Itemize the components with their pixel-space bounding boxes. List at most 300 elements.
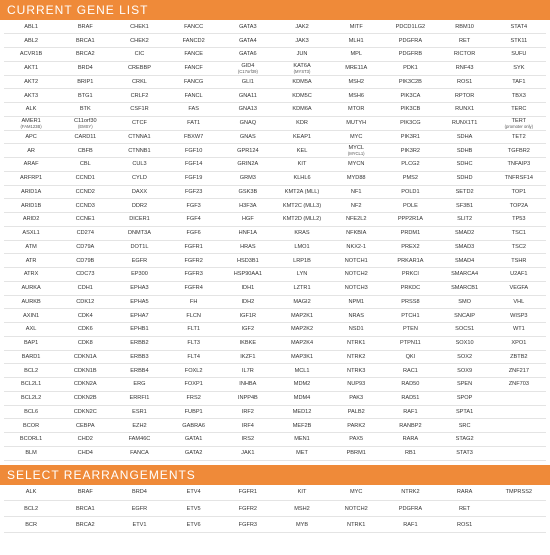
gene-cell: RET: [438, 34, 492, 48]
gene-cell: BCL2L2: [4, 391, 58, 405]
gene-cell: RUNX1T1: [438, 116, 492, 130]
gene-cell: APC: [4, 130, 58, 144]
gene-cell: PDGFRA: [383, 501, 437, 517]
gene-cell: POLD1: [383, 185, 437, 199]
gene-cell: PBRM1: [329, 446, 383, 460]
gene-cell: NOTCH3: [329, 281, 383, 295]
gene-cell: XPO1: [492, 336, 546, 350]
gene-cell: ETV1: [112, 517, 166, 533]
gene-cell: CDC73: [58, 268, 112, 282]
gene-cell: NTRK1: [329, 517, 383, 533]
gene-cell: BRIP1: [58, 75, 112, 89]
gene-cell: VEGFA: [492, 281, 546, 295]
gene-cell: BTG1: [58, 89, 112, 103]
gene-cell: STK11: [492, 34, 546, 48]
current-gene-list-table: [4, 20, 546, 461]
select-rearrangements-header: SELECT REARRANGEMENTS: [0, 465, 550, 485]
gene-cell: BRD4: [58, 61, 112, 75]
gene-cell: SMARCA4: [438, 268, 492, 282]
gene-cell: [58, 116, 112, 130]
gene-cell: KLHL6: [275, 171, 329, 185]
gene-cell: MED12: [275, 405, 329, 419]
gene-cell: CHD4: [58, 446, 112, 460]
gene-alias: (FAM123B): [20, 123, 42, 129]
gene-cell: GPR124: [221, 144, 275, 158]
gene-cell: BTK: [58, 103, 112, 117]
gene-cell: FAS: [167, 103, 221, 117]
gene-cell: ARAF: [4, 158, 58, 172]
table-row: [4, 61, 546, 75]
gene-cell: HSD3B1: [221, 254, 275, 268]
table-row: [4, 501, 546, 517]
gene-cell: SYK: [492, 61, 546, 75]
gene-cell: IKBKE: [221, 336, 275, 350]
gene-cell: BCL2L1: [4, 378, 58, 392]
gene-cell: AKT2: [4, 75, 58, 89]
table-row: [4, 89, 546, 103]
gene-cell: [492, 446, 546, 460]
gene-cell: MEF2B: [275, 419, 329, 433]
gene-cell: ETV5: [167, 501, 221, 517]
gene-cell: FGF19: [167, 171, 221, 185]
gene-cell: STAT3: [438, 446, 492, 460]
gene-cell: ASXL1: [4, 226, 58, 240]
gene-cell: PREX2: [383, 240, 437, 254]
gene-cell: PRKAR1A: [383, 254, 437, 268]
gene-cell: ESR1: [112, 405, 166, 419]
gene-cell: KDM5C: [275, 89, 329, 103]
gene-cell: EPHB1: [112, 323, 166, 337]
gene-cell: TSHR: [492, 254, 546, 268]
gene-cell: ZNF217: [492, 364, 546, 378]
gene-cell: GRM3: [221, 171, 275, 185]
gene-cell: NRAS: [329, 309, 383, 323]
gene-cell: AR: [4, 144, 58, 158]
gene-cell: STAG2: [438, 433, 492, 447]
gene-cell: MCL1: [275, 364, 329, 378]
gene-cell: ETV4: [167, 485, 221, 501]
current-gene-list-header: CURRENT GENE LIST: [0, 0, 550, 20]
gene-cell: CDK8: [58, 336, 112, 350]
gene-cell: SDHA: [438, 130, 492, 144]
gene-cell: FGFR1: [167, 240, 221, 254]
gene-cell: CCNE1: [58, 213, 112, 227]
table-row: [4, 268, 546, 282]
gene-cell: FGFR2: [167, 254, 221, 268]
gene-cell: FLCN: [167, 309, 221, 323]
gene-cell: AURKB: [4, 295, 58, 309]
gene-cell: FGFR1: [221, 485, 275, 501]
gene-cell: CRLF2: [112, 89, 166, 103]
gene-cell: SPTA1: [438, 405, 492, 419]
gene-alias: (MYCL1): [347, 151, 365, 157]
gene-cell: WISP3: [492, 309, 546, 323]
gene-cell: CRKL: [112, 75, 166, 89]
gene-cell: MYC: [329, 485, 383, 501]
gene-cell: ROS1: [438, 517, 492, 533]
gene-cell: LMO1: [275, 240, 329, 254]
gene-cell: EP300: [112, 268, 166, 282]
table-row: [4, 336, 546, 350]
gene-cell: TP53: [492, 213, 546, 227]
gene-cell: KMT2D (MLL2): [275, 213, 329, 227]
gene-cell: CDK4: [58, 309, 112, 323]
gene-cell: BRCA2: [58, 48, 112, 62]
gene-cell: RPTOR: [438, 89, 492, 103]
gene-cell: TSC1: [492, 226, 546, 240]
gene-cell: MAP3K1: [275, 350, 329, 364]
table-row: [4, 226, 546, 240]
gene-cell: ACVR1B: [4, 48, 58, 62]
gene-cell: WT1: [492, 323, 546, 337]
gene-cell: PIK3CG: [383, 116, 437, 130]
gene-cell: IKZF1: [221, 350, 275, 364]
gene-cell: CBL: [58, 158, 112, 172]
table-row: [4, 116, 546, 130]
gene-cell: SOX10: [438, 336, 492, 350]
gene-cell: FANCL: [167, 89, 221, 103]
table-row: [4, 281, 546, 295]
gene-cell: ALK: [4, 103, 58, 117]
gene-cell: SDHD: [438, 171, 492, 185]
gene-cell: MYCN: [329, 158, 383, 172]
gene-cell: FGFR3: [221, 517, 275, 533]
gene-cell: INHBA: [221, 378, 275, 392]
gene-cell: GABRA6: [167, 419, 221, 433]
gene-cell: RAC1: [383, 364, 437, 378]
gene-cell: AXL: [4, 323, 58, 337]
gene-cell: STAT4: [492, 20, 546, 34]
gene-cell: GNA13: [221, 103, 275, 117]
gene-cell: CCND1: [58, 171, 112, 185]
gene-cell: MPL: [329, 48, 383, 62]
gene-cell: [492, 433, 546, 447]
gene-cell: MSH6: [329, 89, 383, 103]
gene-cell: CTNNB1: [112, 144, 166, 158]
gene-cell: SPOP: [438, 391, 492, 405]
gene-cell: AKT1: [4, 61, 58, 75]
gene-cell: KMT2A (MLL): [275, 185, 329, 199]
gene-cell: KIT: [275, 485, 329, 501]
gene-cell: HRAS: [221, 240, 275, 254]
gene-cell: SMAD4: [438, 254, 492, 268]
gene-name: TERT: [511, 117, 527, 124]
gene-cell: RBM10: [438, 20, 492, 34]
gene-cell: MYB: [275, 517, 329, 533]
gene-cell: MAP2K1: [275, 309, 329, 323]
gene-name: MYCL: [348, 145, 364, 152]
gene-cell: HNF1A: [221, 226, 275, 240]
gene-name: C11orf30: [73, 117, 97, 124]
gene-cell: VHL: [492, 295, 546, 309]
gene-cell: NTRK1: [329, 336, 383, 350]
gene-cell: SLIT2: [438, 213, 492, 227]
gene-cell: JAK2: [275, 20, 329, 34]
gene-cell: MYC: [329, 130, 383, 144]
gene-cell: ATR: [4, 254, 58, 268]
gene-cell: MET: [275, 446, 329, 460]
gene-cell: RAD50: [383, 378, 437, 392]
table-row: [4, 171, 546, 185]
gene-cell: NF2: [329, 199, 383, 213]
gene-cell: IRF2: [221, 405, 275, 419]
gene-cell: LZTR1: [275, 281, 329, 295]
gene-cell: MDM2: [275, 378, 329, 392]
gene-cell: LRP1B: [275, 254, 329, 268]
gene-cell: MEN1: [275, 433, 329, 447]
gene-cell: GATA1: [167, 433, 221, 447]
gene-cell: NOTCH2: [329, 268, 383, 282]
gene-cell: CCND2: [58, 185, 112, 199]
gene-cell: IDH1: [221, 281, 275, 295]
gene-cell: GNA11: [221, 89, 275, 103]
select-rearrangements-table: [4, 485, 546, 534]
gene-cell: [492, 116, 546, 130]
gene-cell: FGF23: [167, 185, 221, 199]
gene-cell: CHEK2: [112, 34, 166, 48]
gene-cell: BLM: [4, 446, 58, 460]
gene-cell: CEBPA: [58, 419, 112, 433]
gene-cell: ERG: [112, 378, 166, 392]
gene-cell: SMARCB1: [438, 281, 492, 295]
gene-cell: FGF10: [167, 144, 221, 158]
gene-cell: NFKBIA: [329, 226, 383, 240]
gene-cell: GATA4: [221, 34, 275, 48]
gene-name: AMER1: [21, 117, 41, 124]
gene-cell: PTCH1: [383, 309, 437, 323]
gene-cell: CD274: [58, 226, 112, 240]
table-row: [4, 75, 546, 89]
gene-cell: ARFRP1: [4, 171, 58, 185]
gene-cell: BRAF: [58, 485, 112, 501]
gene-cell: PRSS8: [383, 295, 437, 309]
table-row: [4, 350, 546, 364]
gene-cell: NOTCH1: [329, 254, 383, 268]
gene-cell: ABL1: [4, 20, 58, 34]
gene-alias: (promoter only): [504, 123, 534, 129]
gene-cell: [221, 61, 275, 75]
gene-cell: PAK3: [329, 391, 383, 405]
gene-cell: FRS2: [167, 391, 221, 405]
gene-cell: RARA: [438, 485, 492, 501]
gene-cell: PTPN11: [383, 336, 437, 350]
gene-cell: RICTOR: [438, 48, 492, 62]
gene-cell: PDGFRB: [383, 48, 437, 62]
gene-cell: MDM4: [275, 391, 329, 405]
gene-cell: [492, 517, 546, 533]
gene-cell: NTRK2: [329, 350, 383, 364]
gene-cell: TOP1: [492, 185, 546, 199]
gene-cell: CCND3: [58, 199, 112, 213]
gene-cell: RANBP2: [383, 419, 437, 433]
gene-cell: CSF1R: [112, 103, 166, 117]
gene-cell: FANCA: [112, 446, 166, 460]
table-row: [4, 378, 546, 392]
table-row: [4, 323, 546, 337]
gene-cell: KDM5A: [275, 75, 329, 89]
gene-cell: GATA2: [167, 446, 221, 460]
gene-cell: RNF43: [438, 61, 492, 75]
gene-cell: [4, 116, 58, 130]
gene-cell: ARID2: [4, 213, 58, 227]
gene-cell: FLT3: [167, 336, 221, 350]
gene-cell: PRDM1: [383, 226, 437, 240]
gene-cell: TBX3: [492, 89, 546, 103]
gene-cell: GNAS: [221, 130, 275, 144]
gene-cell: AKT3: [4, 89, 58, 103]
gene-cell: FANCF: [167, 61, 221, 75]
table-row: [4, 34, 546, 48]
gene-cell: IGF1R: [221, 309, 275, 323]
gene-cell: CD79A: [58, 240, 112, 254]
gene-cell: CDK12: [58, 295, 112, 309]
gene-cell: HGF: [221, 213, 275, 227]
gene-cell: DICER1: [112, 213, 166, 227]
gene-cell: FGF4: [167, 213, 221, 227]
gene-cell: INPP4B: [221, 391, 275, 405]
gene-cell: HSP90AA1: [221, 268, 275, 282]
gene-cell: TNFRSF14: [492, 171, 546, 185]
gene-cell: CTCF: [112, 116, 166, 130]
gene-cell: RET: [438, 501, 492, 517]
gene-cell: NTRK3: [329, 364, 383, 378]
gene-cell: CD79B: [58, 254, 112, 268]
gene-cell: DAXX: [112, 185, 166, 199]
gene-cell: CHEK1: [112, 20, 166, 34]
gene-cell: IGF2: [221, 323, 275, 337]
gene-cell: FUBP1: [167, 405, 221, 419]
gene-cell: FLT4: [167, 350, 221, 364]
gene-cell: PARK2: [329, 419, 383, 433]
gene-cell: PDCD1LG2: [383, 20, 437, 34]
gene-cell: [492, 391, 546, 405]
gene-cell: FAT1: [167, 116, 221, 130]
gene-cell: ABL2: [4, 34, 58, 48]
gene-cell: ATRX: [4, 268, 58, 282]
gene-cell: MUTYH: [329, 116, 383, 130]
gene-cell: BCR: [4, 517, 58, 533]
gene-cell: CDKN2B: [58, 391, 112, 405]
gene-cell: [492, 501, 546, 517]
gene-cell: PPP2R1A: [383, 213, 437, 227]
gene-cell: ZBTB2: [492, 350, 546, 364]
gene-cell: PIK3R1: [383, 130, 437, 144]
gene-cell: IDH2: [221, 295, 275, 309]
gene-cell: CARD11: [58, 130, 112, 144]
gene-cell: KRAS: [275, 226, 329, 240]
gene-cell: KEL: [275, 144, 329, 158]
gene-cell: NOTCH2: [329, 501, 383, 517]
gene-cell: KIT: [275, 158, 329, 172]
gene-cell: CYLD: [112, 171, 166, 185]
table-row: [4, 364, 546, 378]
gene-cell: NKX2-1: [329, 240, 383, 254]
gene-cell: CDKN2A: [58, 378, 112, 392]
gene-cell: KEAP1: [275, 130, 329, 144]
gene-cell: CBFB: [58, 144, 112, 158]
gene-cell: SF3B1: [438, 199, 492, 213]
gene-cell: ROS1: [438, 75, 492, 89]
gene-cell: EPHA3: [112, 281, 166, 295]
gene-cell: PALB2: [329, 405, 383, 419]
gene-cell: ETV6: [167, 517, 221, 533]
gene-cell: POLE: [383, 199, 437, 213]
gene-cell: RARA: [383, 433, 437, 447]
gene-cell: PIK3CB: [383, 103, 437, 117]
gene-cell: NF1: [329, 185, 383, 199]
gene-cell: CDKN1A: [58, 350, 112, 364]
gene-cell: TNFAIP3: [492, 158, 546, 172]
gene-cell: MRE11A: [329, 61, 383, 75]
table-row: [4, 485, 546, 501]
gene-cell: FGFR4: [167, 281, 221, 295]
gene-cell: SMAD3: [438, 240, 492, 254]
gene-cell: RUNX1: [438, 103, 492, 117]
gene-cell: SOCS1: [438, 323, 492, 337]
gene-cell: MSH2: [329, 75, 383, 89]
gene-cell: CDK6: [58, 323, 112, 337]
gene-cell: BRAF: [58, 20, 112, 34]
gene-cell: [275, 61, 329, 75]
gene-cell: EZH2: [112, 419, 166, 433]
gene-cell: ALK: [4, 485, 58, 501]
gene-cell: DNMT3A: [112, 226, 166, 240]
table-row: [4, 295, 546, 309]
gene-cell: SOX2: [438, 350, 492, 364]
gene-cell: FGF14: [167, 158, 221, 172]
gene-cell: MTOR: [329, 103, 383, 117]
table-row: [4, 20, 546, 34]
gene-cell: MLH1: [329, 34, 383, 48]
gene-cell: FH: [167, 295, 221, 309]
gene-cell: ZNF703: [492, 378, 546, 392]
gene-cell: IL7R: [221, 364, 275, 378]
gene-alias: (C17orf39): [237, 68, 258, 74]
table-row: [4, 419, 546, 433]
gene-cell: CREBBP: [112, 61, 166, 75]
gene-cell: BRD4: [112, 485, 166, 501]
gene-cell: JAK3: [275, 34, 329, 48]
gene-cell: CDKN1B: [58, 364, 112, 378]
gene-cell: FGF3: [167, 199, 221, 213]
gene-cell: GLI1: [221, 75, 275, 89]
gene-cell: BAP1: [4, 336, 58, 350]
gene-cell: BCL2: [4, 501, 58, 517]
gene-cell: TET2: [492, 130, 546, 144]
gene-cell: CDH1: [58, 281, 112, 295]
table-row: [4, 158, 546, 172]
gene-cell: SPEN: [438, 378, 492, 392]
gene-cell: MAP2K4: [275, 336, 329, 350]
gene-cell: GATA3: [221, 20, 275, 34]
gene-cell: GNAQ: [221, 116, 275, 130]
table-row: [4, 103, 546, 117]
gene-cell: PDK1: [383, 61, 437, 75]
gene-cell: PIK3C2B: [383, 75, 437, 89]
gene-cell: MSH2: [275, 501, 329, 517]
gene-cell: CIC: [112, 48, 166, 62]
gene-cell: RAF1: [383, 405, 437, 419]
table-row: [4, 213, 546, 227]
gene-name: KAT6A: [293, 62, 311, 69]
table-row: [4, 144, 546, 158]
gene-cell: MITF: [329, 20, 383, 34]
gene-cell: [329, 144, 383, 158]
gene-cell: GSK3B: [221, 185, 275, 199]
gene-cell: TAF1: [492, 75, 546, 89]
gene-cell: RAF1: [383, 517, 437, 533]
table-row: [4, 130, 546, 144]
